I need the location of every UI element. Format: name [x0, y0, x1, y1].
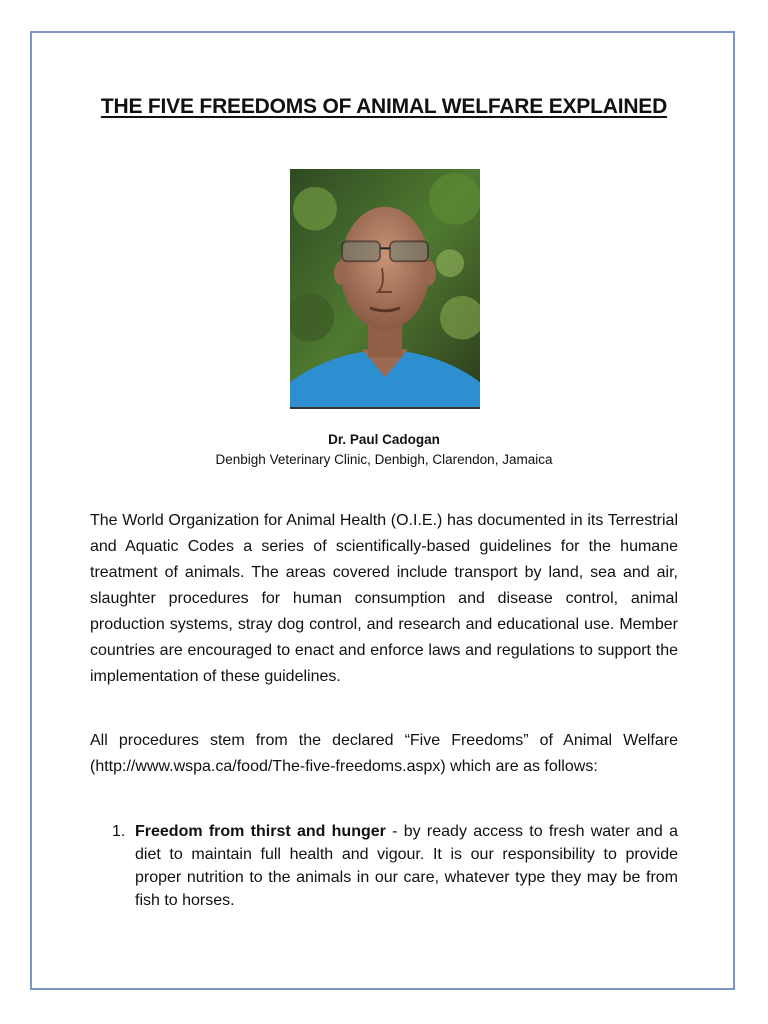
author-affiliation: Denbigh Veterinary Clinic, Denbigh, Clarendon, Jamaica: [215, 452, 553, 467]
document-title-text: THE FIVE FREEDOMS OF ANIMAL WELFARE EXPLAINED: [100, 95, 668, 118]
list-item: [112, 820, 678, 912]
list-item-number: 1.: [112, 823, 126, 840]
list-item-body: [135, 820, 678, 912]
document-title: [90, 92, 678, 122]
freedoms-intro-paragraph: All procedures stem from the declared “Five Freedoms” of Animal Welfare (http://www.wspa.ca/food/The-five-freedoms.aspx) which are as follows:: [90, 732, 678, 775]
intro-paragraph: The World Organization for Animal Health (O.I.E.) has documented in its Terrestrial and Aquatic Codes a series of scientifically-based guidelines for the humane treatment of animals. The areas covered include transport by land, sea and air, slaughter procedures for human consumption and disease control, animal production systems, stray dog control, and research and educational use. Member countries are encouraged to enact and enforce laws and regulations to support the implementation of these guidelines.: [90, 512, 678, 685]
list-item-heading: Freedom from thirst and hunger: [135, 823, 386, 840]
list-item-text: - by ready access to fresh water and a diet to maintain full health and vigour. It is our responsibility to provide proper nutrition to the animals in our care, whatever type they may be from fish to horses.: [135, 823, 678, 909]
author-photo: [290, 169, 480, 409]
author-name: Dr. Paul Cadogan: [328, 432, 440, 447]
